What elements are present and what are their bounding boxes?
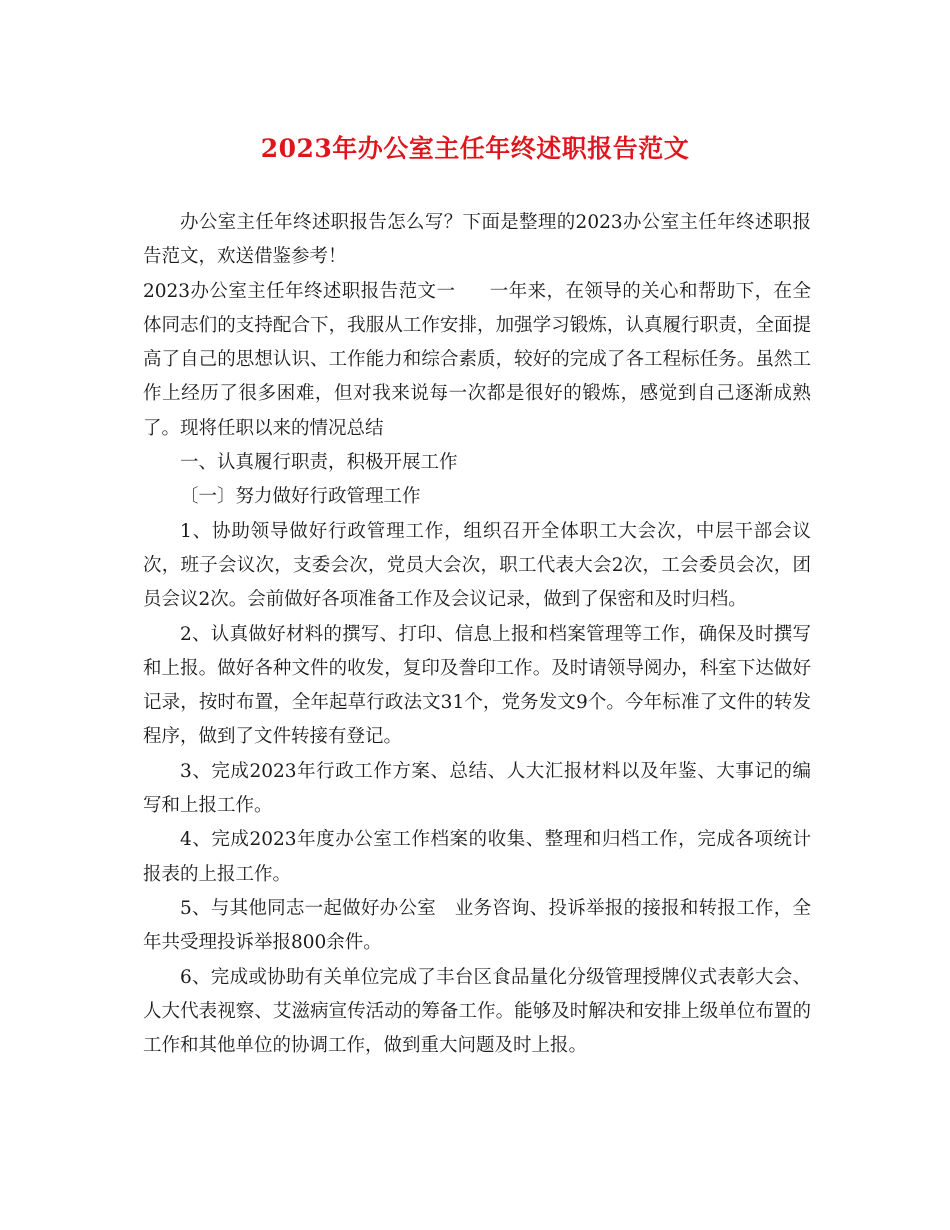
article-lead: 一年来，在领导的关心和帮助下，在全体同志们的支持配合下，我服从工作安排，加强学习锻炼，认真履行职责，全面提高了自己的思想认识、工作能力和综合素质，较好的完成了各工程标任务。虽然工作上经历了很多困难，但对我来说每一次都是很好的锻炼，感觉到自己逐渐成熟了。现将任职以来的情况总结 [143,280,811,439]
document-body [143,206,811,1063]
article-label: 2023办公室主任年终述职报告范文一 [143,280,456,302]
list-item: 4、完成2023年度办公室工作档案的收集、整理和归档工作，完成各项统计报表的上报工作。 [143,829,811,885]
section-heading: 一、认真履行职责，积极开展工作 [180,452,458,474]
subsection-heading: 〔一〕努力做好行政管理工作 [180,486,421,508]
list-item: 1、协助领导做好行政管理工作，组织召开全体职工大会次，中层干部会议次，班子会议次，支委会次，党员大会次，职工代表大会2次，工会委员会次，团员会议2次。会前做好各项准备工作及会议记录，做到了保密和及时归档。 [143,520,811,611]
list-item: 6、完成或协助有关单位完成了丰台区食品量化分级管理授牌仪式表彰大会、人大代表视察、艾滋病宣传活动的筹备工作。能够及时解决和安排上级单位布置的工作和其他单位的协调工作，做到重大问题及时上报。 [143,966,811,1057]
list-item: 5、与其他同志一起做好办公室 业务咨询、投诉举报的接报和转报工作，全年共受理投诉举报800余件。 [143,897,811,954]
list-item: 2、认真做好材料的撰写、打印、信息上报和档案管理等工作，确保及时撰写和上报。做好各种文件的收发，复印及誊印工作。及时请领导阅办，科室下达做好记录，按时布置，全年起草行政法文31个，党务发文9个。今年标准了文件的转发程序，做到了文件转接有登记。 [143,623,811,748]
intro-paragraph: 办公室主任年终述职报告怎么写？下面是整理的2023办公室主任年终述职报告范文，欢送借鉴参考！ [143,212,811,268]
page-title: 2023年办公室主任年终述职报告范文 [260,134,690,163]
list-item: 3、完成2023年行政工作方案、总结、人大汇报材料以及年鉴、大事记的编写和上报工作。 [143,760,811,817]
article-paragraph [143,275,811,446]
